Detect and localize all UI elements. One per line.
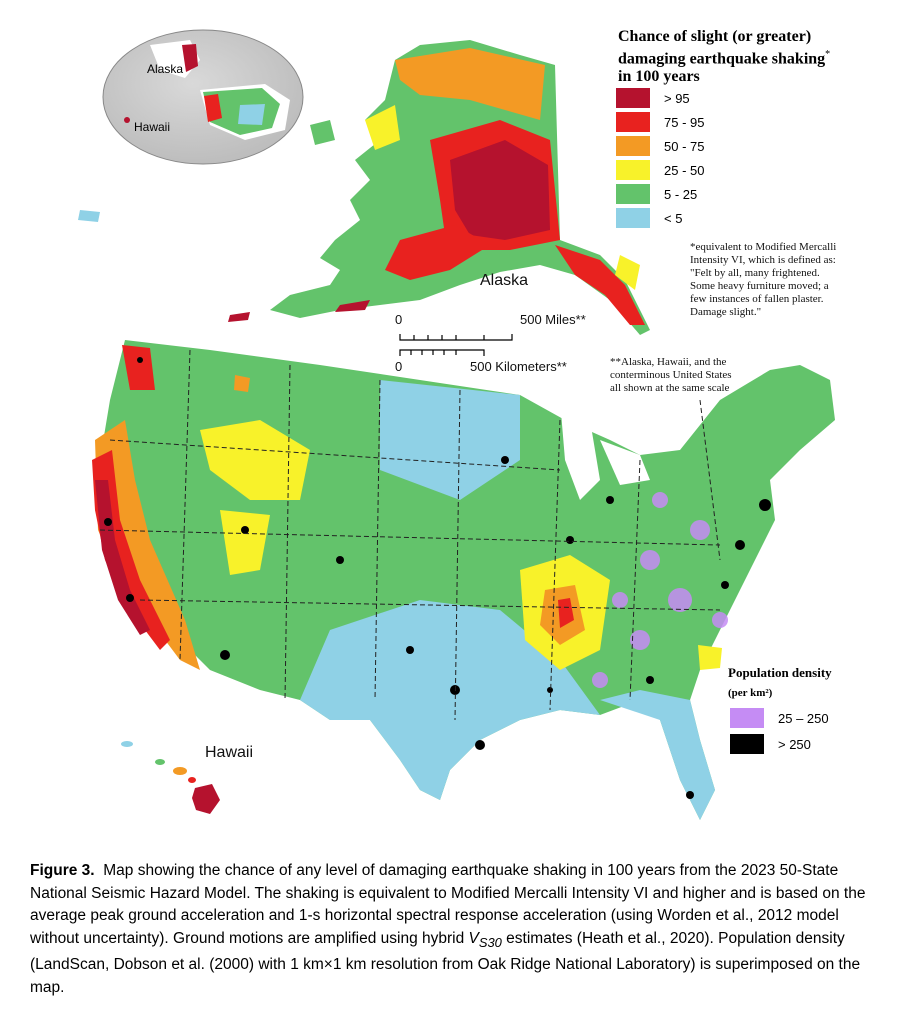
population-label: 25 – 250 — [778, 710, 829, 726]
legend-swatch — [616, 208, 650, 228]
legend-title: Chance of slight (or greater) damaging earthquake shaking* in 100 years — [618, 28, 831, 86]
population-legend-unit: (per km²) — [728, 687, 773, 699]
legend-swatch — [616, 160, 650, 180]
legend-item — [616, 88, 690, 108]
population-swatch — [730, 734, 764, 754]
caption-text-2: estimates (Heath et al., 2020). Population density (LandScan, Dobson et al. (2000) with 1 km×1 km resolution from Oak Ridge National Laboratory) is superimposed on the map. — [30, 929, 861, 996]
scale-miles-zero: 0 — [395, 312, 403, 327]
legend-swatch — [616, 136, 650, 156]
figure-label: Figure 3. — [30, 862, 95, 879]
conus-map — [92, 340, 835, 820]
legend-label: 75 - 95 — [664, 114, 705, 130]
population-legend-item — [730, 708, 829, 728]
population-label: > 250 — [778, 736, 811, 752]
inset-alaska-label: Alaska — [147, 62, 184, 76]
legend-item — [616, 184, 697, 204]
population-legend-title: Population density — [728, 665, 832, 680]
legend-label: > 95 — [664, 90, 690, 106]
legend-swatch — [616, 184, 650, 204]
population-swatch — [730, 708, 764, 728]
scale-bars — [400, 334, 512, 356]
mercalli-note: *equivalent to Modified Mercalli Intensity VI, which is defined as: "Felt by all, many frightened. Some heavy furniture moved; a few instances of fallen plaster. Damage slight." — [690, 241, 837, 318]
population-legend-item — [730, 734, 811, 754]
vs30-symbol: V — [468, 929, 479, 947]
legend-label: 5 - 25 — [664, 186, 698, 202]
scale-note: **Alaska, Hawaii, and the conterminous United States all shown at the same scale — [610, 356, 732, 394]
figure-caption — [30, 860, 880, 999]
legend-swatch — [616, 88, 650, 108]
legend-item — [616, 112, 704, 132]
legend-item — [616, 136, 704, 156]
alaska-label: Alaska — [480, 272, 529, 289]
inset-globe — [103, 30, 303, 164]
hawaii-label: Hawaii — [205, 744, 254, 761]
scale-km-zero: 0 — [395, 359, 403, 374]
legend-label: 50 - 75 — [664, 138, 705, 154]
inset-hawaii-label: Hawaii — [134, 120, 171, 134]
scale-km-label: 500 Kilometers** — [470, 359, 567, 374]
vs30-subscript: S30 — [478, 934, 502, 950]
legend-label: 25 - 50 — [664, 162, 705, 178]
legend-swatch — [616, 112, 650, 132]
legend-label: < 5 — [664, 210, 683, 226]
scale-miles-label: 500 Miles** — [520, 312, 586, 327]
legend-item — [616, 208, 682, 228]
legend-item — [616, 160, 704, 180]
caption-text-1: Map showing the chance of any level of damaging earthquake shaking in 100 years from the 2023 50-State National Seismic Hazard Model. The shaking is equivalent to Modified Mercalli Intensity VI and higher and is based on the average peak ground acceleration and 1-s horizontal spectral response acceleration (using Worden et al., 2012 model without uncertainty). Ground motions are amplified using hybrid — [30, 862, 866, 947]
